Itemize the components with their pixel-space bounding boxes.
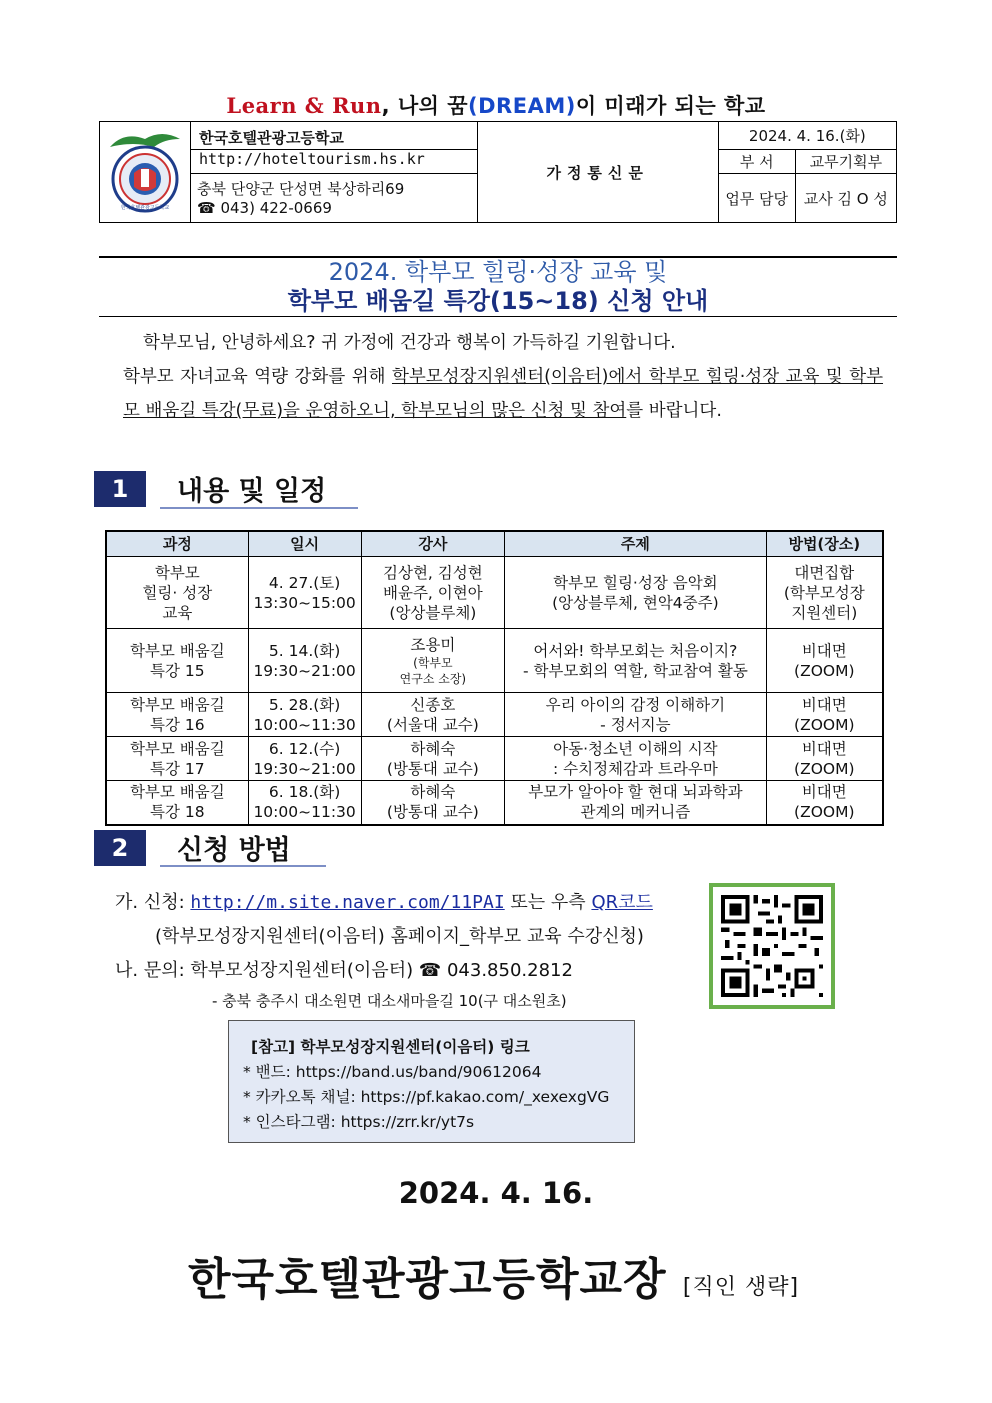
topic-cell: 학부모 힐링·성장 음악회 (앙상블루체, 현악4중주) bbox=[505, 557, 766, 629]
intro-body-a: 학부모 자녀교육 역량 강화를 위해 bbox=[123, 367, 392, 387]
method-cell: 대면집합 (학부모성장 지원센터) bbox=[766, 557, 883, 629]
schedule-table bbox=[105, 530, 884, 826]
course-cell: 학부모 배움길 특강 15 bbox=[106, 629, 248, 693]
intro-body-b: 를 바랍니다. bbox=[626, 401, 722, 421]
motto-dream: (DREAM) bbox=[468, 94, 576, 118]
issue-date: 2024. 4. 16.(화) bbox=[718, 122, 896, 150]
table-row bbox=[106, 693, 883, 737]
lecturer-cell: 하혜숙 (방통대 교수) bbox=[361, 737, 505, 781]
intro-body-underlined: 학부모성장지원센터(이음터)에서 학부모 힐링·성장 교육 및 학부모 배움길 특강(무료)을 운영하오니, 학부모님의 많은 신청 및 참여 bbox=[123, 367, 884, 421]
method-cell: 비대면 (ZOOM) bbox=[766, 737, 883, 781]
section1-underline bbox=[160, 507, 358, 509]
school-logo-cell bbox=[100, 122, 191, 223]
intro-greeting: 학부모님, 안녕하세요? 귀 가정에 건강과 행복이 가득하길 기원합니다. bbox=[143, 333, 676, 353]
topic-cell: 아동·청소년 이해의 시작 : 수치정체감과 트라우마 bbox=[505, 737, 766, 781]
principal-signature bbox=[188, 1243, 799, 1307]
course-cell: 학부모 배움길 특강 17 bbox=[106, 737, 248, 781]
inquiry-address: - 충북 충주시 대소원면 대소새마을길 10(구 대소원초) bbox=[212, 992, 567, 1010]
staff-value: 교사 김 O 성 bbox=[795, 174, 896, 223]
motto-learn-run: Learn & Run bbox=[226, 93, 382, 118]
topic-cell: 우리 아이의 감정 이해하기 - 정서지능 bbox=[505, 693, 766, 737]
topic-cell: 부모가 알아야 할 현대 뇌과학과 관계의 메커니즘 bbox=[505, 781, 766, 825]
col-topic: 주제 bbox=[505, 531, 766, 557]
apply-qr-word[interactable]: QR코드 bbox=[591, 892, 653, 913]
headline-bottom-rule bbox=[99, 316, 897, 317]
apply-line bbox=[115, 886, 653, 920]
headline-line2: 학부모 배움길 특강(15~18) 신청 안내 bbox=[287, 287, 709, 315]
inquiry-line bbox=[115, 954, 653, 988]
school-contact bbox=[191, 174, 478, 223]
school-url[interactable]: http://hoteltourism.hs.kr bbox=[191, 149, 478, 173]
schedule-header-row bbox=[106, 531, 883, 557]
headline bbox=[99, 258, 897, 316]
method-cell: 비대면 (ZOOM) bbox=[766, 629, 883, 693]
method-cell: 비대면 (ZOOM) bbox=[766, 693, 883, 737]
section1-number: 1 bbox=[94, 471, 146, 507]
section2-number: 2 bbox=[94, 830, 146, 866]
table-row bbox=[106, 781, 883, 825]
qr-code-image bbox=[713, 887, 831, 1005]
apply-label: 가. 신청: bbox=[115, 892, 185, 913]
lecturer-cell: 김상현, 김성현 배윤주, 이현아 (앙상블루체) bbox=[361, 557, 505, 629]
headline-line1: 2024. 학부모 힐링·성장 교육 및 bbox=[328, 258, 668, 286]
course-cell: 학부모 배움길 특강 18 bbox=[106, 781, 248, 825]
intro-text bbox=[123, 326, 883, 428]
school-address: 충북 단양군 단성면 북상하리69 bbox=[197, 180, 405, 199]
course-cell: 학부모 배움길 특강 16 bbox=[106, 693, 248, 737]
apply-info bbox=[115, 886, 653, 1014]
apply-sub: (학부모성장지원센터(이음터) 홈페이지_학부모 교육 수강신청) bbox=[155, 926, 644, 947]
dept-value: 교무기획부 bbox=[795, 149, 896, 173]
school-name: 한국호텔관광고등학교 bbox=[191, 122, 478, 150]
method-cell: 비대면 (ZOOM) bbox=[766, 781, 883, 825]
date-cell: 5. 28.(화) 10:00~11:30 bbox=[248, 693, 361, 737]
qr-code[interactable] bbox=[709, 883, 835, 1009]
school-motto bbox=[0, 90, 992, 120]
apply-or: 또는 우측 bbox=[510, 892, 586, 913]
col-method: 방법(장소) bbox=[766, 531, 883, 557]
lecturer-cell: 조용미 (학부모 연구소 소장) bbox=[361, 629, 505, 693]
date-cell: 6. 18.(화) 10:00~11:30 bbox=[248, 781, 361, 825]
col-lecturer: 강사 bbox=[361, 531, 505, 557]
table-row bbox=[106, 737, 883, 781]
motto-part2: , 나의 꿈 bbox=[381, 94, 469, 118]
table-row bbox=[106, 557, 883, 629]
staff-label: 업무 담당 bbox=[718, 174, 795, 223]
date-cell: 5. 14.(화) 19:30~21:00 bbox=[248, 629, 361, 693]
date-cell: 6. 12.(수) 19:30~21:00 bbox=[248, 737, 361, 781]
topic-cell: 어서와! 학부모회는 처음이지? - 학부모회의 역할, 학교참여 활동 bbox=[505, 629, 766, 693]
dept-label: 부 서 bbox=[718, 149, 795, 173]
col-course: 과정 bbox=[106, 531, 248, 557]
lecturer-cell: 하혜숙 (방통대 교수) bbox=[361, 781, 505, 825]
letter-header bbox=[99, 121, 897, 223]
section1-title: 내용 및 일정 bbox=[177, 476, 327, 507]
letter-title: 가정통신문 bbox=[477, 122, 718, 223]
table-row bbox=[106, 629, 883, 693]
intro-body bbox=[123, 360, 883, 428]
date-cell: 4. 27.(토) 13:30~15:00 bbox=[248, 557, 361, 629]
seal-note: [직인 생략] bbox=[682, 1275, 800, 1300]
note-title: [참고] 학부모성장지원센터(이음터) 링크 bbox=[251, 1038, 530, 1056]
reference-links-box bbox=[228, 1020, 635, 1143]
note-insta[interactable]: * 인스타그램: https://zrr.kr/yt7s bbox=[243, 1113, 475, 1131]
logo-ring-text: 한국호텔관광고등학교 bbox=[120, 205, 170, 211]
section2-underline bbox=[160, 865, 326, 867]
course-cell: 학부모 힐링· 성장 교육 bbox=[106, 557, 248, 629]
principal-name: 한국호텔관광고등학교장 bbox=[188, 1254, 667, 1305]
sign-date: 2024. 4. 16. bbox=[398, 1176, 594, 1210]
note-kakao[interactable]: * 카카오톡 채널: https://pf.kakao.com/_xexexgVG bbox=[243, 1088, 610, 1106]
col-date: 일시 bbox=[248, 531, 361, 557]
note-band[interactable]: * 밴드: https://band.us/band/90612064 bbox=[243, 1063, 542, 1081]
school-logo bbox=[104, 125, 186, 215]
apply-link[interactable]: http://m.site.naver.com/11PAI bbox=[190, 892, 505, 913]
motto-part3: 이 미래가 되는 학교 bbox=[575, 94, 766, 118]
school-phone: ☎ 043) 422-0669 bbox=[197, 199, 332, 218]
section2-title: 신청 방법 bbox=[177, 835, 291, 866]
inquiry-label: 나. 문의: bbox=[115, 960, 185, 981]
inquiry-contact: 학부모성장지원센터(이음터) ☎ 043.850.2812 bbox=[190, 960, 573, 981]
lecturer-cell: 신종호 (서울대 교수) bbox=[361, 693, 505, 737]
